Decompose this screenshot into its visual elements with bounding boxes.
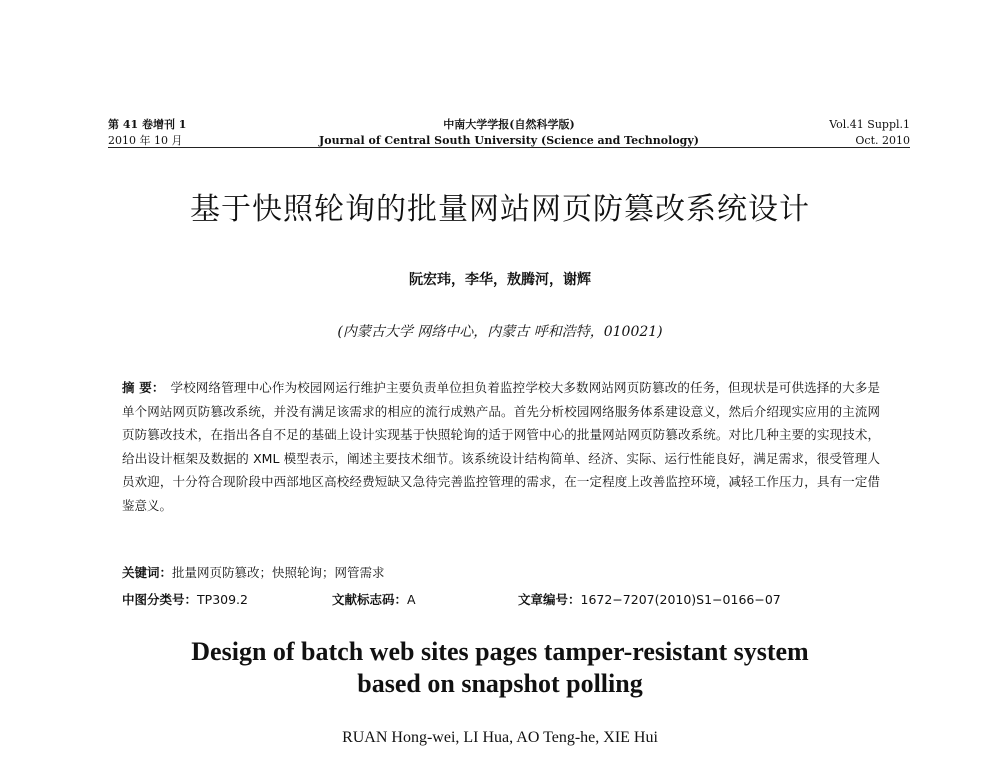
art-value: 1672−7207(2010)S1−0166−07 (580, 592, 781, 607)
clc-number (122, 590, 248, 610)
document-code (332, 590, 416, 610)
paper-title-en (0, 636, 1000, 700)
title-en-line-2: based on snapshot polling (357, 669, 643, 698)
header-divider (108, 147, 910, 148)
classification-row (122, 590, 880, 610)
article-id (518, 590, 781, 610)
keywords (122, 563, 880, 583)
art-label: 文章编号： (518, 592, 581, 607)
keywords-text: 批量网页防篡改；快照轮询；网管需求 (172, 565, 385, 580)
keywords-label: 关键词： (122, 565, 173, 580)
abstract-text: 学校网络管理中心作为校园网运行维护主要负责单位担负着监控学校大多数网站网页防篡改的任务，但现状是可供选择的大多是单个网站网页防篡改系统，并没有满足该需求的相应的流行成熟产品。首先分析校园网络服务体系建设意义，然后介绍现实应用的主流网页防篡改技术，在指出各自不足的基础上设计实现基于快照轮询的适于网管中心的批量网站网页防篡改系统。对比几种主要的实现技术，给出设计框架及数据的 XML 模型表示，阐述主要技术细节。该系统设计结构简单、经济、实际、运行性能良好，满足需求，很受管理人员欢迎，十分符合现阶段中西部地区高校经费短缺又急待完善监控管理的需求，在一定程度上改善监控环境，减轻工作压力，具有一定借鉴意义。 (122, 380, 880, 513)
authors-en: RUAN Hong-wei, LI Hua, AO Teng-he, XIE Hui (342, 729, 658, 746)
volume-en: Vol.41 Suppl.1 (829, 118, 910, 131)
clc-value: TP309.2 (197, 592, 248, 607)
affiliation-cn: (内蒙古大学 网络中心，内蒙古 呼和浩特，010021) (337, 324, 663, 340)
abstract (122, 376, 880, 517)
journal-en: Journal of Central South University (Science and Technology) (319, 134, 699, 147)
title-en-line-1: Design of batch web sites pages tamper-resistant system (191, 637, 809, 666)
volume-cn: 第 41 卷增刊 1 (108, 118, 187, 131)
abstract-label: 摘 要： (122, 380, 165, 395)
doc-label: 文献标志码： (332, 592, 408, 607)
paper-title-cn: 基于快照轮询的批量网站网页防篡改系统设计 (190, 192, 810, 227)
authors-cn: 阮宏玮，李华，敖腾河，谢辉 (409, 272, 591, 288)
journal-cn: 中南大学学报(自然科学版) (443, 118, 575, 131)
doc-value: A (407, 592, 416, 607)
date-en: Oct. 2010 (855, 134, 910, 147)
date-cn: 2010 年 10 月 (108, 134, 183, 147)
clc-label: 中图分类号： (122, 592, 198, 607)
